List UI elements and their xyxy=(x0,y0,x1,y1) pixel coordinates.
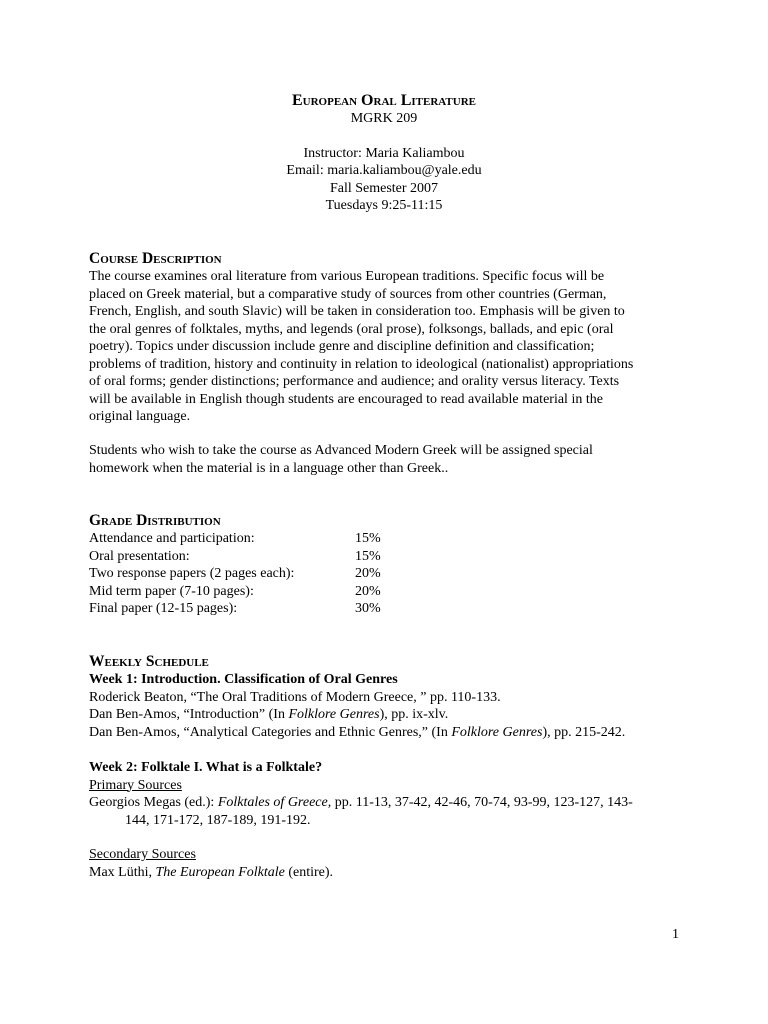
reading-item: Georgios Megas (ed.): Folktales of Greece, pp. 11-13, 37-42, 42-46, 70-74, 93-99, 123-127, 143- xyxy=(89,795,633,810)
grade-value: 20% xyxy=(355,566,381,581)
text-line: placed on Greek material, but a comparative study of sources from other countries (German, xyxy=(89,286,607,302)
primary-sources-label: Primary Sources xyxy=(89,777,182,793)
reading-item-continuation: 144, 171-172, 187-189, 191-192. xyxy=(125,812,311,828)
text-line: the oral genres of folktales, myths, and legends (oral prose), folksongs, ballads, and epic (oral xyxy=(89,321,614,337)
grade-label: Oral presentation: xyxy=(89,548,190,564)
grade-value: 15% xyxy=(355,548,381,564)
grade-row xyxy=(89,583,689,601)
text-line: The course examines oral literature from various European traditions. Specific focus will be xyxy=(89,269,605,284)
week-2-title: Week 2: Folktale I. What is a Folktale? xyxy=(89,760,323,775)
reading-item: Max Lüthi, The European Folktale (entire). xyxy=(89,864,334,880)
text-line: poetry). Topics under discussion include genre and discipline definition and classification; xyxy=(89,339,595,354)
text-line: problems of tradition, history and continuity in relation to ideological (nationalist) appropriations xyxy=(89,356,634,372)
grade-label: Attendance and participation: xyxy=(89,531,255,546)
text-line: of oral forms; gender distinctions; performance and audience; and orality versus literacy. Texts xyxy=(89,374,620,389)
reading-item: Dan Ben-Amos, “Analytical Categories and Ethnic Genres,” (In Folklore Genres), pp. 215-242. xyxy=(89,724,626,740)
grade-row xyxy=(89,565,689,583)
advanced-greek-note xyxy=(89,442,689,477)
week-2-block xyxy=(89,759,689,881)
secondary-sources-label: Secondary Sources xyxy=(89,847,196,862)
text-line: French, English, and south Slavic) will be taken in consideration too. Emphasis will be given to xyxy=(89,304,625,319)
grade-label: Two response papers (2 pages each): xyxy=(89,566,295,581)
grade-value: 30% xyxy=(355,601,381,616)
reading-item: Dan Ben-Amos, “Introduction” (In Folklore Genres), pp. ix-xlv. xyxy=(89,707,449,722)
semester-line: Fall Semester 2007 xyxy=(329,180,439,196)
page-number: 1 xyxy=(672,927,679,942)
grade-row xyxy=(89,530,689,548)
grade-distribution-heading: Grade Distribution xyxy=(89,512,221,529)
week-1-title: Week 1: Introduction. Classification of Oral Genres xyxy=(89,672,398,687)
weekly-schedule-heading: Weekly Schedule xyxy=(89,653,209,670)
course-title: European Oral Literature xyxy=(292,92,476,109)
grade-value: 15% xyxy=(355,531,381,546)
course-description-heading: Course Description xyxy=(89,250,222,267)
text-line: homework when the material is in a language other than Greek.. xyxy=(89,460,449,476)
grade-label: Mid term paper (7-10 pages): xyxy=(89,583,254,599)
course-code: MGRK 209 xyxy=(350,111,418,126)
course-header xyxy=(0,91,768,215)
reading-item: Roderick Beaton, “The Oral Traditions of Modern Greece, ” pp. 110-133. xyxy=(89,689,501,705)
email-line: Email: maria.kaliambou@yale.edu xyxy=(286,163,482,178)
text-line: original language. xyxy=(89,409,191,424)
grade-row xyxy=(89,548,689,566)
grade-label: Final paper (12-15 pages): xyxy=(89,601,238,616)
instructor-line: Instructor: Maria Kaliambou xyxy=(303,145,465,161)
text-line: will be available in English though students are encouraged to read available material in the xyxy=(89,391,603,407)
week-1-block xyxy=(89,671,689,741)
grade-row xyxy=(89,600,689,618)
time-line: Tuesdays 9:25-11:15 xyxy=(325,198,443,213)
grade-value: 20% xyxy=(355,583,381,599)
text-line: Students who wish to take the course as Advanced Modern Greek will be assigned special xyxy=(89,443,593,458)
course-description-text xyxy=(89,268,689,426)
grade-table xyxy=(89,530,689,618)
